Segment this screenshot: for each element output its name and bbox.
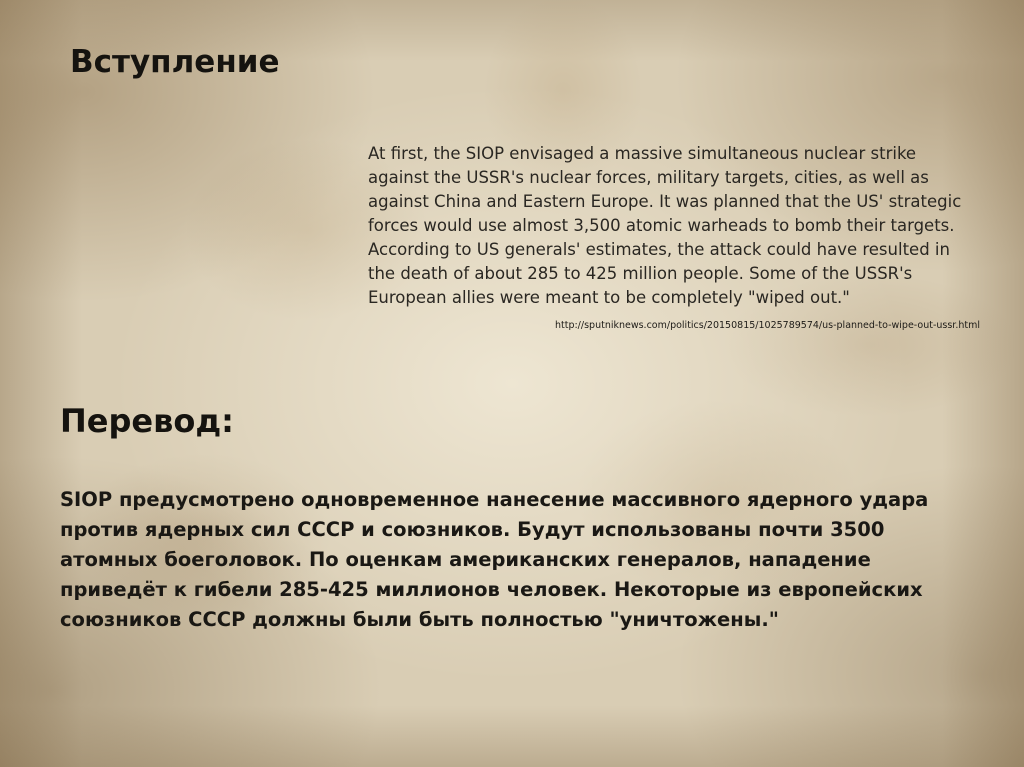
intro-heading: Вступление bbox=[70, 44, 280, 80]
translation-heading: Перевод: bbox=[60, 402, 234, 440]
english-paragraph: At first, the SIOP envisaged a massive simultaneous nuclear strike against the USSR's nuclear forces, military targets, cities, as well as against China and Eastern Europe. It was planned that the US' strategic forces would use almost 3,500 atomic warheads to bomb their targets. According to US generals' estimates, the attack could have resulted in the death of about 285 to 425 million people. Some of the USSR's European allies were meant to be completely "wiped out." bbox=[368, 144, 962, 307]
russian-paragraph: SIOP предусмотрено одновременное нанесение массивного ядерного удара против ядерных сил СССР и союзников. Будут использованы почти 3500 атомных боеголовок. По оценкам американских генералов, нападение приведёт к гибели 285-425 миллионов человек. Некоторые из европейских союзников СССР должны были быть полностью "уничтожены." bbox=[60, 488, 929, 631]
source-link[interactable]: http://sputniknews.com/politics/20150815/1025789574/us-planned-to-wipe-out-ussr.html bbox=[554, 320, 980, 331]
